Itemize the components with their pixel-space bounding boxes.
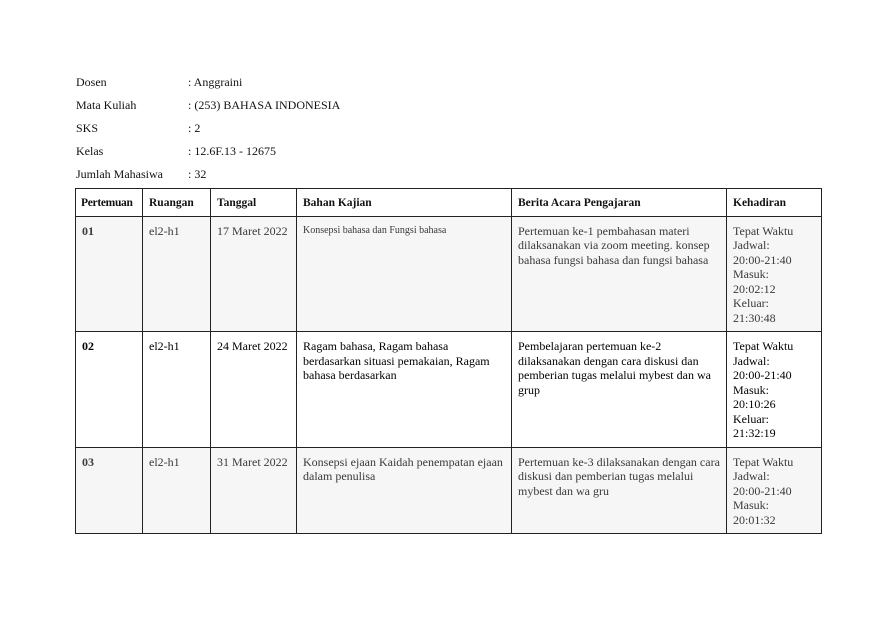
kehadiran-status: Tepat Waktu [733, 454, 794, 469]
table-row [76, 216, 822, 332]
kehadiran-jadwal-label: Jadwal: [733, 353, 770, 368]
column-header-tanggal: Tanggal [211, 189, 297, 217]
kehadiran-jadwal-value: 20:00-21:40 [733, 252, 792, 267]
info-label: Jumlah Mahasiwa [76, 167, 163, 181]
info-value: : 32 [188, 167, 207, 181]
column-header-pertemuan: Pertemuan [76, 189, 143, 217]
info-value: : (253) BAHASA INDONESIA [188, 98, 341, 112]
kehadiran-jadwal-label: Jadwal: [733, 469, 770, 483]
table-header-row [76, 189, 822, 217]
kehadiran-jadwal-label: Jadwal: [733, 238, 770, 252]
cell-kehadiran [727, 447, 822, 534]
cell-bahan-kajian: Konsepsi bahasa dan Fungsi bahasa [297, 216, 512, 332]
kehadiran-masuk-value: 20:01:32 [733, 512, 776, 527]
column-header-bahan-kajian: Bahan Kajian [297, 189, 512, 217]
info-row-sks [76, 120, 340, 143]
info-row-jumlah-mahasiswa [76, 166, 340, 189]
info-value: : 2 [188, 121, 201, 135]
info-value: : 12.6F.13 - 12675 [188, 144, 277, 158]
cell-tanggal: 17 Maret 2022 [211, 216, 297, 332]
kehadiran-keluar-value: 21:32:19 [733, 426, 776, 440]
kehadiran-keluar-label: Keluar: [733, 296, 769, 310]
cell-berita-acara: Pertemuan ke-1 pembahasan materi dilaksanakan via zoom meeting. konsep bahasa fungsi bahasa dan fungsi bahasa [512, 216, 727, 332]
kehadiran-masuk-value: 20:02:12 [733, 281, 776, 296]
kehadiran-masuk-value: 20:10:26 [733, 397, 776, 411]
cell-pertemuan: 03 [76, 447, 143, 534]
cell-tanggal: 24 Maret 2022 [211, 332, 297, 448]
info-label: Kelas [76, 144, 104, 158]
column-header-ruangan: Ruangan [143, 189, 211, 217]
info-label: Mata Kuliah [76, 98, 137, 112]
info-row-dosen [76, 74, 340, 97]
cell-ruangan: el2-h1 [143, 216, 211, 332]
cell-ruangan: el2-h1 [143, 332, 211, 448]
cell-pertemuan: 01 [76, 216, 143, 332]
cell-bahan-kajian: Konsepsi ejaan Kaidah penempatan ejaan dalam penulisa [297, 447, 512, 534]
cell-bahan-kajian: Ragam bahasa, Ragam bahasa berdasarkan situasi pemakaian, Ragam bahasa berdasarkan [297, 332, 512, 448]
table-row [76, 447, 822, 534]
cell-kehadiran [727, 332, 822, 448]
kehadiran-status: Tepat Waktu [733, 339, 794, 353]
kehadiran-status: Tepat Waktu [733, 223, 794, 238]
kehadiran-keluar-label: Keluar: [733, 411, 769, 426]
attendance-table [75, 188, 822, 534]
kehadiran-jadwal-value: 20:00-21:40 [733, 483, 792, 498]
kehadiran-masuk-label: Masuk: [733, 267, 769, 281]
kehadiran-keluar-value: 21:30:48 [733, 310, 776, 325]
cell-pertemuan: 02 [76, 332, 143, 448]
kehadiran-masuk-label: Masuk: [733, 498, 769, 512]
table-row [76, 332, 822, 448]
kehadiran-jadwal-value: 20:00-21:40 [733, 368, 792, 382]
column-header-berita-acara: Berita Acara Pengajaran [512, 189, 727, 217]
cell-berita-acara: Pertemuan ke-3 dilaksanakan dengan cara diskusi dan pemberian tugas melalui mybest dan wa gru [512, 447, 727, 534]
info-value: : Anggraini [188, 75, 243, 89]
cell-ruangan: el2-h1 [143, 447, 211, 534]
kehadiran-masuk-label: Masuk: [733, 382, 769, 397]
info-row-kelas [76, 143, 340, 166]
course-info [76, 74, 340, 189]
info-label: SKS [76, 121, 99, 135]
cell-berita-acara: Pembelajaran pertemuan ke-2 dilaksanakan dengan cara diskusi dan pemberian tugas melalui mybest dan wa grup [512, 332, 727, 448]
column-header-kehadiran: Kehadiran [727, 189, 822, 217]
cell-tanggal: 31 Maret 2022 [211, 447, 297, 534]
info-label: Dosen [76, 75, 107, 89]
info-row-mata-kuliah [76, 97, 340, 120]
cell-kehadiran [727, 216, 822, 332]
